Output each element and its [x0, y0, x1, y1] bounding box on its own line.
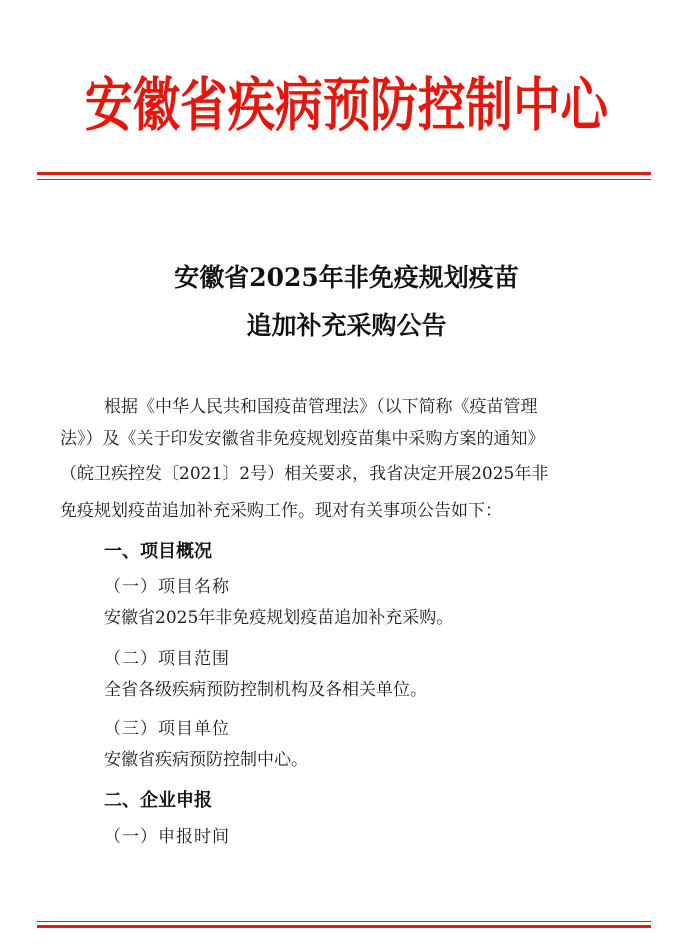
issuer-org-name: 安徽省疾病预防控制中心: [84, 71, 609, 139]
intro-line-2: 法》）及《关于印发安徽省非免疫规划疫苗集中采购方案的通知》: [60, 429, 545, 449]
footer-rule-thin: [37, 921, 651, 922]
header-rule-thin: [37, 179, 651, 180]
intro-line-4: 免疫规划疫苗追加补充采购工作。现对有关事项公告如下：: [60, 501, 502, 521]
section-1-1-text: 安徽省2025年非免疫规划疫苗追加补充采购。: [104, 608, 454, 628]
intro-line-1: 根据《中华人民共和国疫苗管理法》（以下简称《疫苗管理: [104, 397, 538, 417]
document-title-line2: 追加补充采购公告: [246, 311, 447, 340]
section-1-3-heading: （三）项目单位: [104, 719, 230, 739]
section-1-2-text: 全省各级疾病预防控制机构及各相关单位。: [104, 680, 427, 700]
section-2-heading: 二、企业申报: [104, 790, 212, 811]
document-title-line1: 安徽省2025年非免疫规划疫苗: [174, 263, 519, 292]
section-1-3-text: 安徽省疾病预防控制中心。: [104, 750, 308, 770]
header-rule-thick: [37, 172, 651, 175]
section-1-2-heading: （二）项目范围: [104, 649, 230, 669]
footer-rule-thick: [37, 925, 651, 928]
section-1-heading: 一、项目概况: [104, 541, 212, 562]
intro-line-3: （皖卫疾控发〔2021〕2号）相关要求，我省决定开展2025年非: [60, 464, 549, 484]
section-2-1-heading: （一）申报时间: [104, 827, 230, 847]
section-1-1-heading: （一）项目名称: [104, 577, 230, 597]
